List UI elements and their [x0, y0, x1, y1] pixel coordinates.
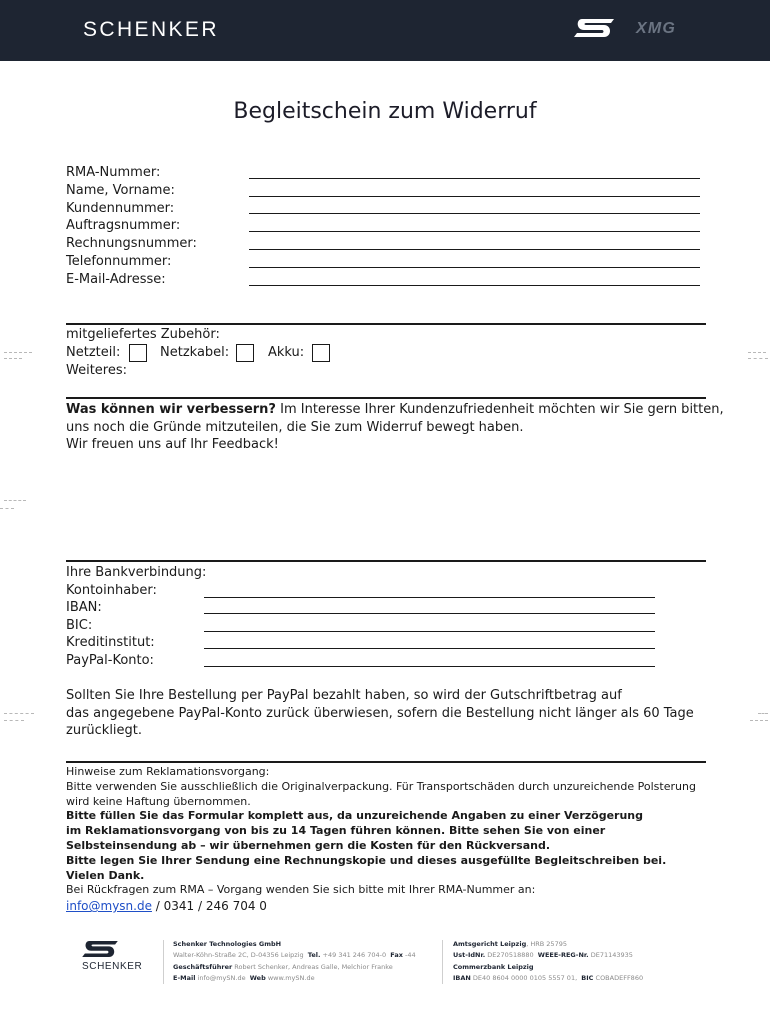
footer-gf: Robert Schenker, Andreas Galle, Melchior Franke — [234, 962, 393, 971]
feedback-line-1: Im Interesse Ihrer Kundenzufriedenheit möchten wir Sie gern bitten, — [275, 402, 724, 417]
s-brand-icon — [82, 941, 118, 957]
section-divider — [66, 761, 706, 763]
section-divider — [66, 323, 706, 325]
notes-line-1: Hinweise zum Reklamationsvorgang: — [66, 765, 270, 778]
footer-court-label: Amtsgericht Leipzig — [453, 940, 527, 948]
field-label-rma: RMA-Nummer: — [66, 165, 161, 180]
input-line-iban[interactable] — [204, 613, 655, 614]
footer-weee: DE71143935 — [590, 951, 633, 960]
footer-company-block — [173, 939, 416, 984]
footer-company: Schenker Technologies GmbH — [173, 940, 282, 948]
footer-weee-label: WEEE-REG-Nr. — [537, 951, 589, 960]
footer-divider — [163, 940, 164, 984]
margin-mark — [758, 713, 768, 714]
accessory-label-power-cable: Netzkabel: — [160, 345, 230, 360]
footer-fax: -44 — [405, 951, 416, 960]
footer-divider — [442, 940, 443, 984]
footer-fax-label: Fax — [390, 951, 403, 960]
accessory-label-power-supply: Netzteil: — [66, 345, 121, 360]
margin-mark — [0, 508, 14, 509]
return-notes — [66, 765, 716, 914]
page-title: Begleitschein zum Widerruf — [233, 99, 537, 124]
feedback-text — [66, 401, 746, 454]
margin-mark — [748, 358, 768, 359]
bank-label-account-holder: Kontoinhaber: — [66, 582, 157, 598]
footer-address: Walter-Köhn-Straße 2C, D-04356 Leipzig — [173, 951, 304, 960]
footer-bic-label: BIC — [581, 973, 594, 982]
footer-bic: COBADEFF860 — [595, 973, 644, 982]
section-divider — [66, 397, 706, 399]
margin-mark — [4, 358, 22, 359]
support-phone: / 0341 / 246 704 0 — [151, 899, 267, 914]
accessories-heading: mitgeliefertes Zubehör: — [66, 327, 220, 342]
footer-web-label: Web — [249, 973, 266, 982]
field-label-phone: Telefonnummer: — [66, 254, 172, 269]
margin-mark — [4, 500, 26, 501]
input-line-account-holder[interactable] — [204, 597, 655, 598]
margin-mark — [4, 713, 34, 714]
field-label-order-number: Auftragsnummer: — [66, 218, 181, 234]
input-line-email[interactable] — [249, 285, 700, 286]
bank-label-iban: IBAN: — [66, 600, 102, 615]
margin-mark — [4, 352, 32, 353]
notes-line-7: Bitte legen Sie Ihrer Sendung eine Rechnungskopie und dieses ausgefüllte Begleitschreiben bei. — [66, 853, 667, 867]
paypal-note-line-2: das angegebene PayPal-Konto zurück überwiesen, sofern die Bestellung nicht länger als 60 Tage — [66, 705, 694, 721]
bank-label-bic: BIC: — [66, 617, 93, 633]
field-label-name: Name, Vorname: — [66, 182, 175, 198]
field-label-customer-number: Kundennummer: — [66, 200, 175, 216]
footer-web[interactable]: www.mySN.de — [267, 973, 315, 982]
feedback-input-area[interactable] — [66, 460, 706, 556]
feedback-line-2: uns noch die Gründe mitzuteilen, die Sie zum Widerruf bewegt haben. — [66, 419, 524, 435]
input-line-rma[interactable] — [249, 178, 700, 179]
notes-line-2: Bitte verwenden Sie ausschließlich die Originalverpackung. Für Transportschäden durch unzureichende Polsterung — [66, 779, 696, 793]
input-line-order-number[interactable] — [249, 231, 700, 232]
notes-line-3: wird keine Haftung übernommen. — [66, 794, 251, 808]
paypal-note-line-3: zurückliegt. — [66, 723, 143, 738]
paypal-note-line-1: Sollten Sie Ihre Bestellung per PayPal bezahlt haben, so wird der Gutschriftbetrag auf — [66, 688, 622, 703]
footer-tel: +49 341 246 704-0 — [322, 951, 387, 960]
footer-email[interactable]: info@mySN.de — [197, 973, 246, 982]
field-label-email: E-Mail-Adresse: — [66, 271, 166, 287]
margin-mark — [4, 720, 24, 721]
accessory-label-more: Weiteres: — [66, 363, 128, 378]
notes-line-4: Bitte füllen Sie das Formular komplett aus, da unzureichende Angaben zu einer Verzögerung — [66, 809, 644, 823]
input-line-customer-number[interactable] — [249, 213, 700, 214]
feedback-lead: Was können wir verbessern? — [66, 402, 276, 417]
accessory-label-battery: Akku: — [268, 345, 305, 360]
footer-ust: DE270518880 — [487, 951, 534, 960]
footer-tel-label: Tel. — [307, 951, 321, 960]
header-bar — [0, 0, 770, 61]
footer-court: , HRB 25795 — [526, 940, 567, 948]
bank-label-institution: Kreditinstitut: — [66, 635, 155, 650]
notes-line-5: im Reklamationsvorgang von bis zu 14 Tagen führen können. Bitte sehen Sie von einer — [66, 824, 606, 838]
bank-label-paypal: PayPal-Konto: — [66, 652, 154, 668]
footer-brand: SCHENKER — [82, 961, 143, 972]
footer-ust-label: Ust-IdNr. — [453, 951, 486, 960]
footer-iban: DE40 8604 0000 0105 5557 01, — [472, 973, 578, 982]
s-brand-icon — [574, 19, 614, 37]
email-link[interactable]: info@mysn.de — [66, 899, 152, 914]
footer-legal-block — [453, 939, 643, 984]
footer-iban-label: IBAN — [453, 973, 471, 982]
paypal-note — [66, 687, 756, 740]
footer-email-label: E-Mail — [173, 973, 196, 982]
field-label-invoice-number: Rechnungsnummer: — [66, 236, 197, 252]
input-line-institution[interactable] — [204, 648, 655, 649]
notes-line-9: Bei Rückfragen zum RMA – Vorgang wenden Sie sich bitte mit Ihrer RMA-Nummer an: — [66, 883, 536, 897]
checkbox-battery[interactable] — [312, 344, 330, 362]
section-divider — [66, 560, 706, 562]
margin-mark — [748, 352, 766, 353]
footer-bank-label: Commerzbank Leipzig — [453, 962, 534, 971]
footer-gf-label: Geschäftsführer — [173, 962, 233, 971]
input-line-paypal[interactable] — [204, 666, 655, 667]
checkbox-power-supply[interactable] — [129, 344, 147, 362]
notes-line-8: Vielen Dank. — [66, 868, 145, 882]
schenker-logo: SCHENKER — [83, 18, 219, 41]
bank-heading: Ihre Bankverbindung: — [66, 565, 207, 580]
input-line-bic[interactable] — [204, 631, 655, 632]
input-line-name[interactable] — [249, 196, 700, 197]
input-line-phone[interactable] — [249, 267, 700, 268]
xmg-logo: XMG — [636, 20, 677, 37]
feedback-line-3: Wir freuen uns auf Ihr Feedback! — [66, 437, 279, 452]
notes-line-6: Selbsteinsendung ab – wir übernehmen gern die Kosten für den Rückversand. — [66, 838, 550, 852]
input-line-invoice-number[interactable] — [249, 249, 700, 250]
checkbox-power-cable[interactable] — [236, 344, 254, 362]
